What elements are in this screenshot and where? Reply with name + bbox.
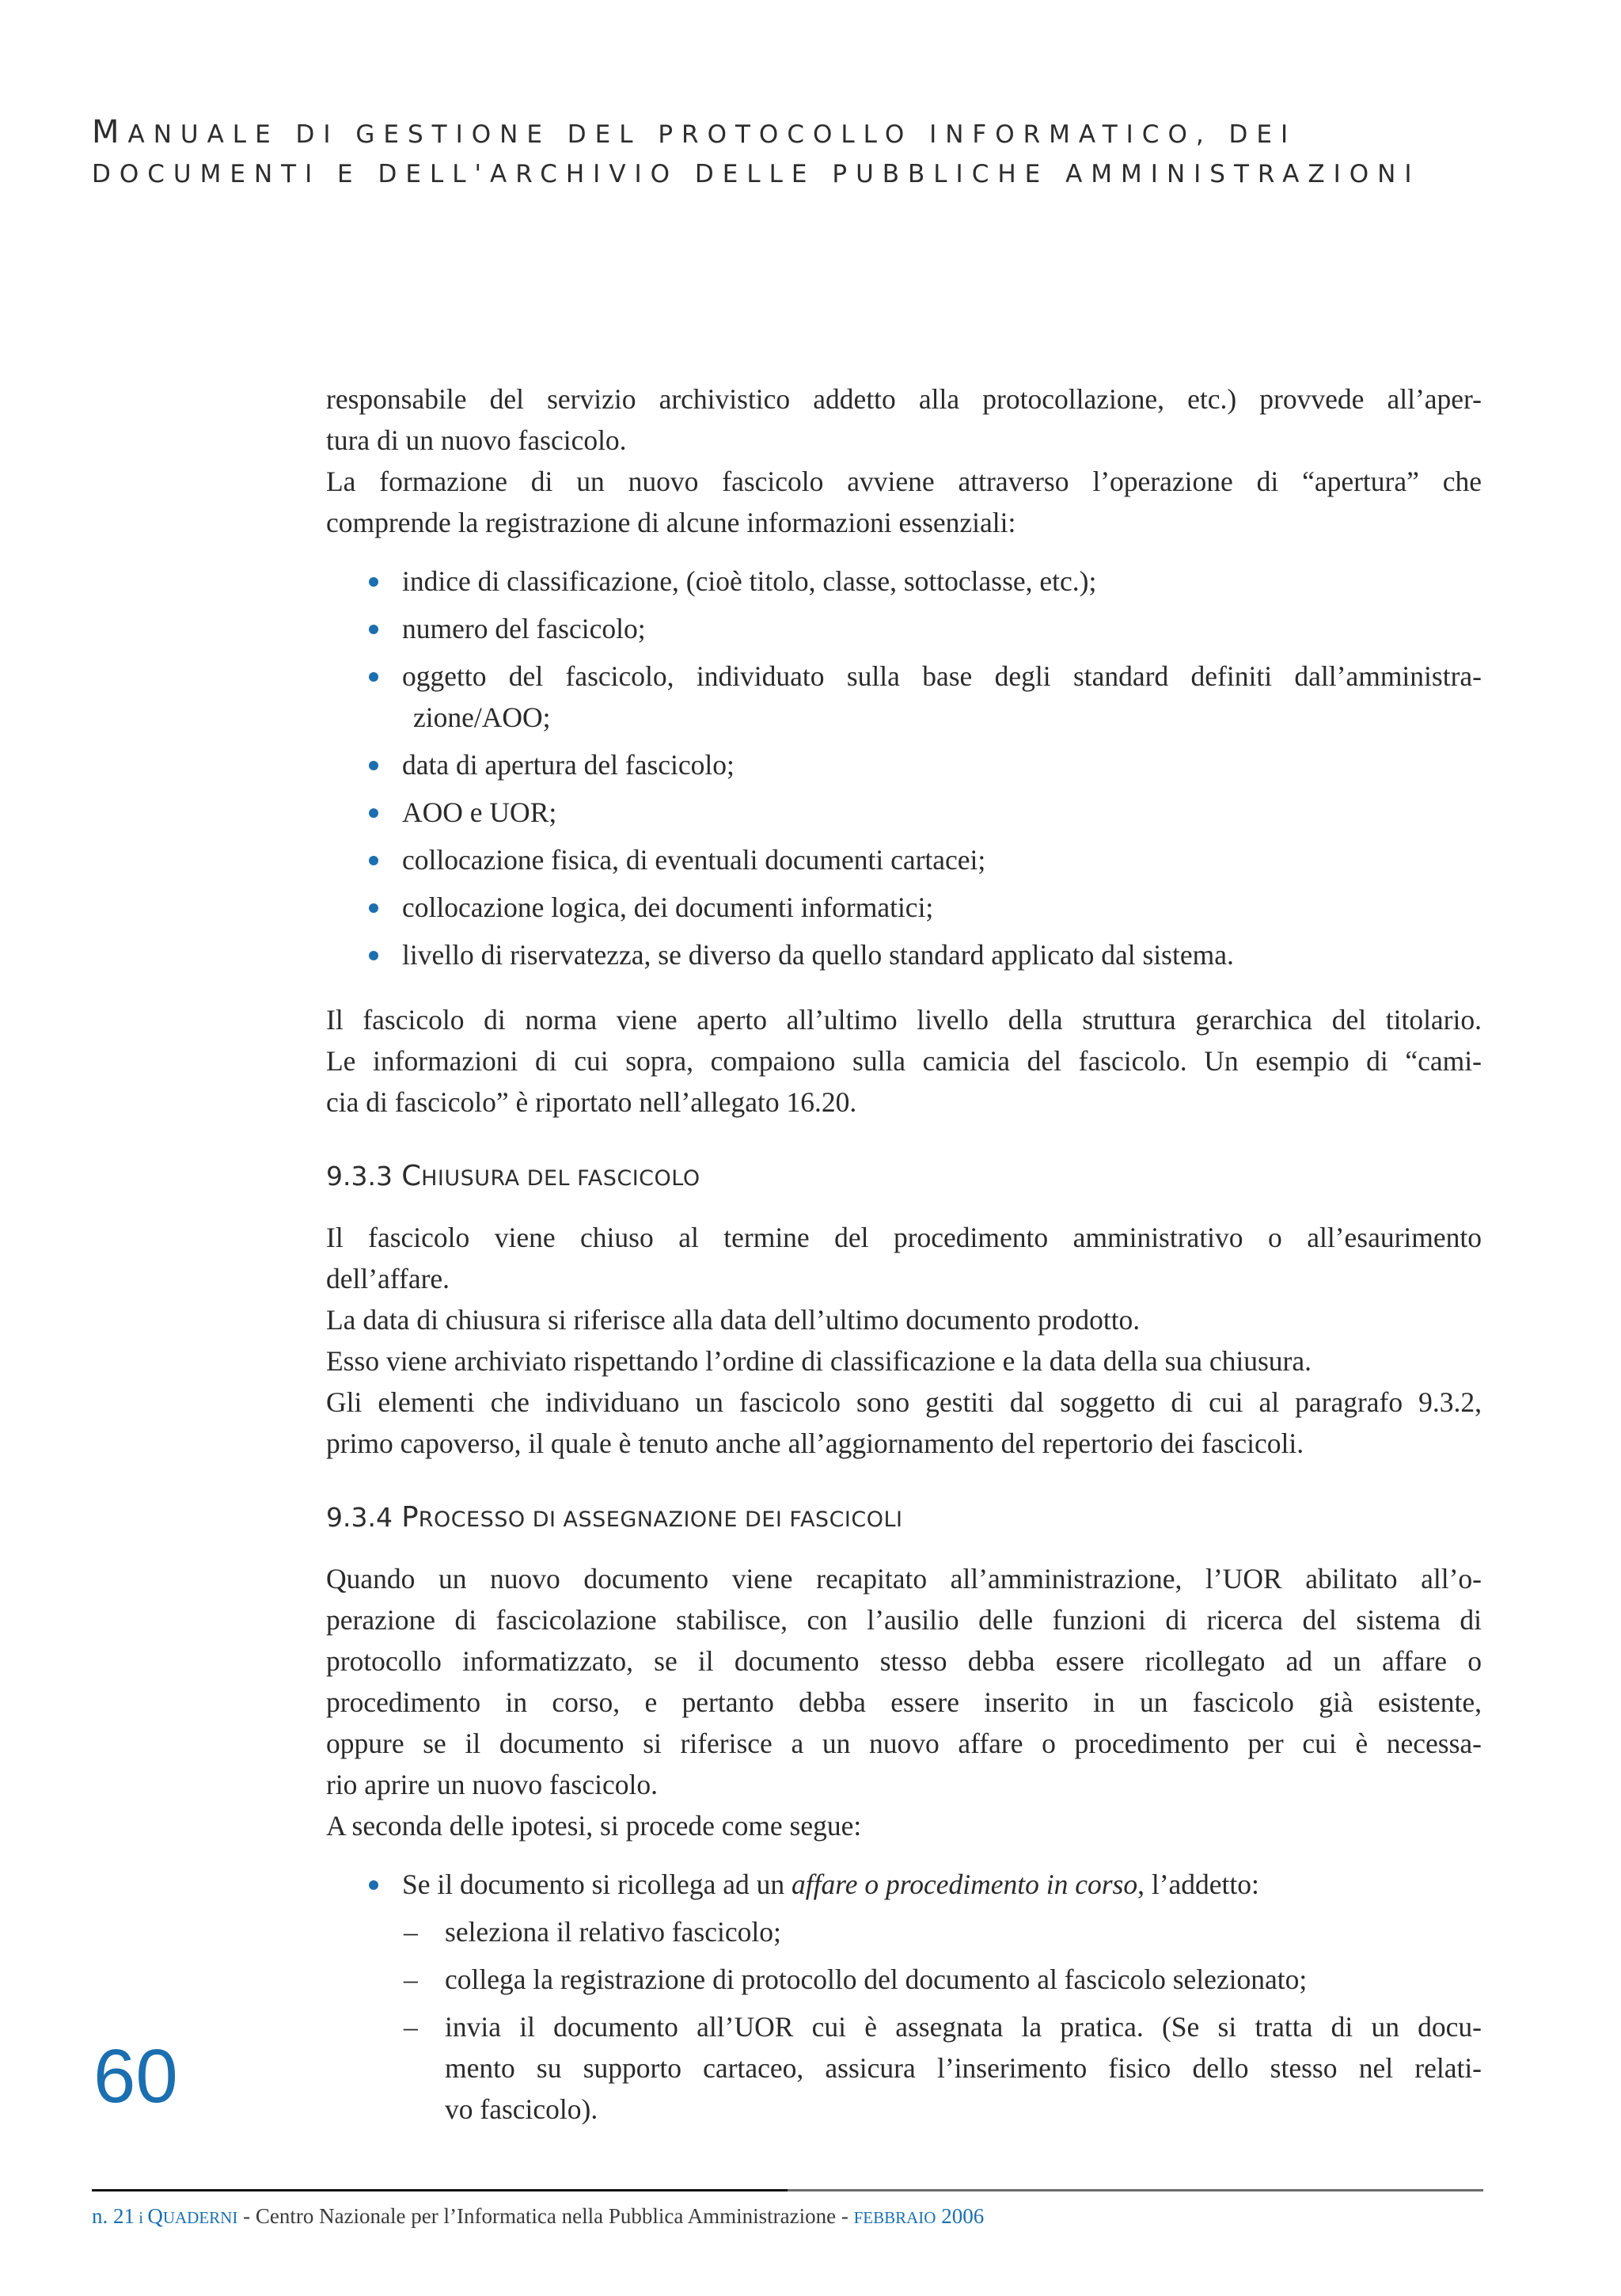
- paragraph: La formazione di un nuovo fascicolo avviene attraverso l’operazione di “apertura” che: [326, 466, 1482, 497]
- paragraph: comprende la registrazione di alcune informazioni essenziali:: [326, 507, 1016, 538]
- bullet-icon: [369, 577, 378, 587]
- paragraph: tura di un nuovo fascicolo.: [326, 424, 627, 456]
- bullet-icon: [369, 856, 378, 865]
- section-heading-9-3-4: 9.3.4 PROCESSO DI ASSEGNAZIONE DEI FASCICOLI: [326, 1501, 903, 1534]
- main-text: [326, 378, 1482, 2136]
- list-item: – collega la registrazione di protocollo del documento al fascicolo selezionato;: [326, 1959, 1482, 2000]
- paragraph: Esso viene archiviato rispettando l’ordine di classificazione e la data della sua chiusura.: [326, 1345, 1312, 1377]
- footer-publisher: - Centro Nazionale per l’Informatica nella Pubblica Amministrazione -: [237, 2204, 854, 2228]
- dash-marker: –: [404, 1916, 418, 1948]
- bullet-icon: [369, 1880, 378, 1890]
- paragraph: Gli elementi che individuano un fascicolo sono gestiti dal soggetto di cui al paragrafo 9.3.2,: [326, 1386, 1482, 1418]
- list-item: collocazione logica, dei documenti informatici;: [326, 887, 1482, 928]
- bullet-icon: [369, 625, 378, 634]
- bullet-icon: [369, 761, 378, 770]
- list-item: – invia il documento all’UOR cui è assegnata la pratica. (Se si tratta di un docu-: [326, 2006, 1482, 2047]
- running-header: [92, 112, 1517, 194]
- paragraph: Il fascicolo di norma viene aperto all’ultimo livello della struttura gerarchica del titolario.: [326, 1004, 1482, 1036]
- dash-marker: –: [404, 1963, 418, 1995]
- paragraph: Le informazioni di cui sopra, compaiono sulla camicia del fascicolo. Un esempio di “cami-: [326, 1045, 1482, 1077]
- dash-list: [326, 1911, 1482, 2130]
- bullet-list: [326, 1864, 1482, 1905]
- list-item: indice di classificazione, (cioè titolo, classe, sottoclasse, etc.);: [326, 561, 1482, 602]
- footer-date: FEBBRAIO 2006: [853, 2204, 985, 2228]
- bullet-icon: [369, 951, 378, 960]
- list-item: – seleziona il relativo fascicolo;: [326, 1911, 1482, 1952]
- paragraph: A seconda delle ipotesi, si procede come segue:: [326, 1810, 862, 1842]
- bullet-icon: [369, 903, 378, 913]
- list-item: Se il documento si ricollega ad un affare o procedimento in corso, l’addetto:: [326, 1864, 1482, 1905]
- paragraph: protocollo informatizzato, se il documento stesso debba essere ricollegato ad un affare o: [326, 1645, 1482, 1677]
- paragraph: Il fascicolo viene chiuso al termine del procedimento amministrativo o all’esaurimento: [326, 1222, 1482, 1253]
- list-item-continuation: vo fascicolo).: [445, 2093, 598, 2125]
- paragraph: Quando un nuovo documento viene recapitato all’amministrazione, l’UOR abilitato all’o-: [326, 1563, 1482, 1595]
- list-item: numero del fascicolo;: [326, 608, 1482, 649]
- paragraph: procedimento in corso, e pertanto debba essere inserito in un fascicolo già esistente,: [326, 1686, 1482, 1718]
- paragraph: perazione di fascicolazione stabilisce, con l’ausilio delle funzioni di ricerca del sistema di: [326, 1604, 1482, 1636]
- bullet-icon: [369, 672, 378, 682]
- paragraph: primo capoverso, il quale è tenuto anche all’aggiornamento del repertorio dei fascicoli.: [326, 1427, 1304, 1459]
- list-item: oggetto del fascicolo, individuato sulla base degli standard definiti dall’amministra-: [326, 656, 1482, 697]
- section-heading-9-3-3: 9.3.3 CHIUSURA DEL FASCICOLO: [326, 1160, 700, 1192]
- list-item-continuation: zione/AOO;: [413, 701, 551, 733]
- footer-issue: n. 21 i QUADERNI: [92, 2204, 238, 2228]
- header-line-1: MANUALE DI GESTIONE DEL PROTOCOLLO INFORMATICO, DEI: [92, 114, 1297, 150]
- list-item: AOO e UOR;: [326, 792, 1482, 833]
- dash-marker: –: [404, 2011, 418, 2043]
- paragraph: cia di fascicolo” è riportato nell’allegato 16.20.: [326, 1086, 857, 1118]
- list-item: livello di riservatezza, se diverso da quello standard applicato dal sistema.: [326, 934, 1482, 975]
- paragraph: responsabile del servizio archivistico addetto alla protocollazione, etc.) provvede all’aper-: [326, 383, 1482, 415]
- bullet-list: [326, 561, 1482, 975]
- list-item: data di apertura del fascicolo;: [326, 744, 1482, 785]
- footer: [92, 2204, 984, 2229]
- page-number: 60: [93, 2034, 178, 2119]
- paragraph: rio aprire un nuovo fascicolo.: [326, 1769, 658, 1800]
- bullet-icon: [369, 808, 378, 818]
- paragraph: dell’affare.: [326, 1263, 450, 1294]
- footer-divider: [92, 2189, 1483, 2191]
- paragraph: oppure se il documento si riferisce a un nuovo affare o procedimento per cui è necessa-: [326, 1728, 1482, 1759]
- list-item-continuation: mento su supporto cartaceo, assicura l’inserimento fisico dello stesso nel relati-: [445, 2052, 1482, 2084]
- paragraph: La data di chiusura si riferisce alla data dell’ultimo documento prodotto.: [326, 1304, 1141, 1336]
- header-line-2: DOCUMENTI E DELL'ARCHIVIO DELLE PUBBLICHE AMMINISTRAZIONI: [92, 160, 1421, 188]
- list-item: collocazione fisica, di eventuali documenti cartacei;: [326, 839, 1482, 880]
